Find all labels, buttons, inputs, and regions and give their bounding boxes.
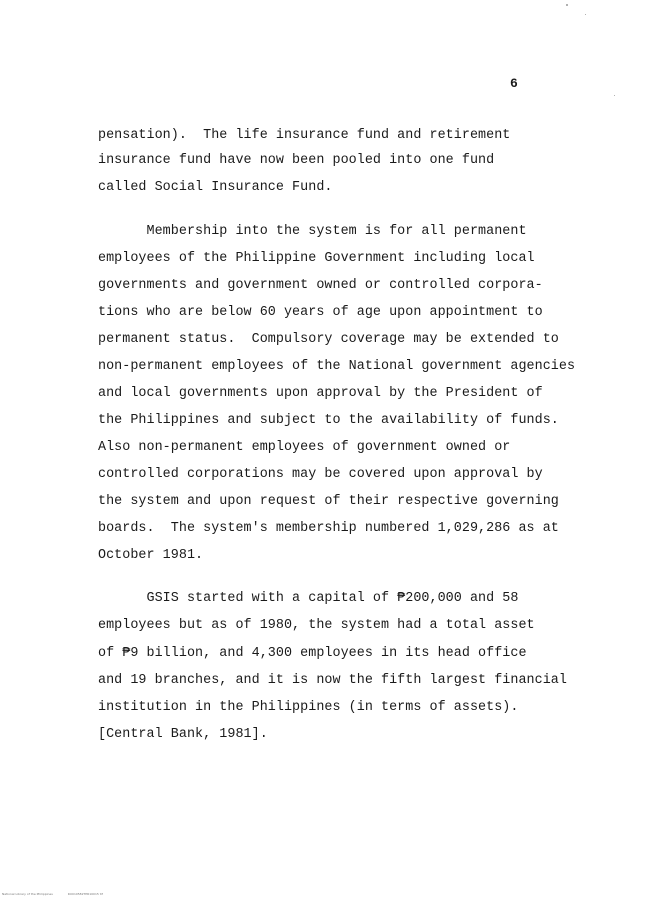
text-line: governments and government owned or controlled corpora- [98,278,543,293]
text-line: GSIS started with a capital of ₱200,000 and 58 [98,591,519,606]
text-line: institution in the Philippines (in terms of assets). [98,700,519,715]
text-line: controlled corporations may be covered upon approval by [98,467,543,482]
text-line: employees of the Philippine Government including local [98,251,535,266]
text-line: non-permanent employees of the National government agencies [98,359,576,374]
footer-code: RU010582TPR10015 tif [67,892,103,896]
text-line: of ₱9 billion, and 4,300 employees in its head office [98,646,527,661]
text-line: employees but as of 1980, the system had a total asset [98,618,535,633]
text-line: the Philippines and subject to the availability of funds. [98,413,559,428]
scan-footer [2,892,103,896]
text-line: and local governments upon approval by the President of [98,386,543,401]
text-line: insurance fund have now been pooled into one fund [98,153,495,168]
footer-library: National Library of the Philippines [2,892,53,896]
text-line: and 19 branches, and it is now the fifth largest financial [98,673,567,688]
page-number: 6 [510,76,518,91]
scan-speck [585,14,586,15]
text-line: tions who are below 60 years of age upon appointment to [98,305,543,320]
text-line: pensation). The life insurance fund and retirement [98,128,511,143]
text-line: permanent status. Compulsory coverage may be extended to [98,332,559,347]
text-line: called Social Insurance Fund. [98,180,333,195]
scan-speck [566,4,568,6]
text-line: the system and upon request of their respective governing [98,494,559,509]
text-line: October 1981. [98,548,204,563]
text-line: [Central Bank, 1981]. [98,727,268,742]
text-line: Also non-permanent employees of government owned or [98,440,511,455]
text-line: Membership into the system is for all permanent [98,224,527,239]
scan-speck [614,95,615,96]
text-line: boards. The system's membership numbered 1,029,286 as at [98,521,559,536]
